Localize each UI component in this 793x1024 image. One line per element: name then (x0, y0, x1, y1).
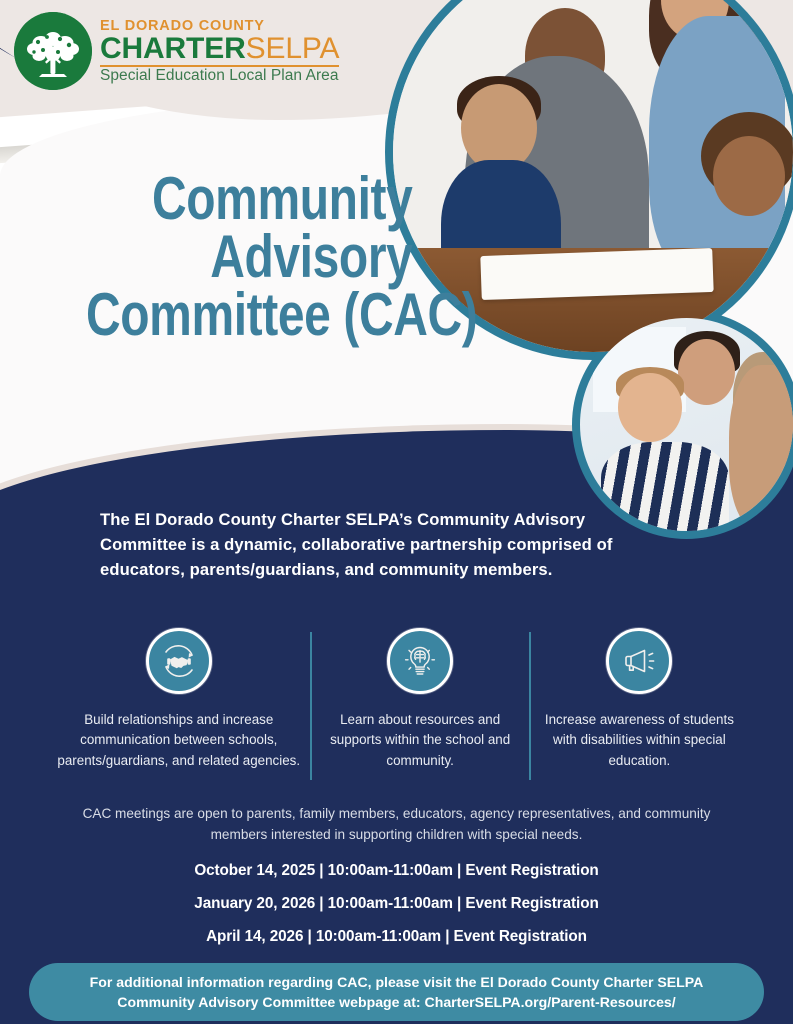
logo-charter-word: CHARTER (100, 32, 246, 66)
selpa-logo (14, 12, 339, 90)
meeting-dates-list (60, 862, 733, 961)
meeting-date-row[interactable]: April 14, 2026 | 10:00am-11:00am | Event Registration (206, 928, 587, 945)
lightbulb-brain-icon (387, 628, 453, 694)
benefit-text-2: Learn about resources and supports within the school and community. (330, 712, 511, 768)
logo-tagline: Special Education Local Plan Area (100, 66, 339, 84)
intro-paragraph: The El Dorado County Charter SELPA’s Community Advisory Committee is a dynamic, collaborative partnership comprised of educators, parents/guardians, and community members. (100, 510, 613, 580)
benefit-column-3 (531, 628, 748, 771)
benefit-text-1: Build relationships and increase communication between schools, parents/guardians, and related agencies. (57, 712, 301, 768)
handshake-cycle-icon (146, 628, 212, 694)
footer-info-bar[interactable]: For additional information regarding CAC, please visit the El Dorado County Charter SELPA Community Advisory Committee webpage at: CharterSELPA.org/Parent-Resources/ (29, 963, 764, 1021)
benefit-text-3: Increase awareness of students with disabilities within special education. (544, 712, 734, 768)
benefit-column-1 (48, 628, 310, 771)
logo-top-line: EL DORADO COUNTY (100, 17, 265, 34)
open-invitation-note: CAC meetings are open to parents, family members, educators, agency representatives, and community members interested in supporting children with special needs. (82, 806, 711, 843)
title-line-2: Advisory (210, 223, 413, 291)
megaphone-icon (606, 628, 672, 694)
title-line-1: Community (152, 165, 413, 232)
page-title (86, 165, 478, 349)
tree-icon (14, 12, 92, 90)
meeting-date-row[interactable]: October 14, 2025 | 10:00am-11:00am | Event Registration (194, 862, 599, 879)
logo-selpa-word: SELPA (245, 32, 340, 66)
benefit-column-2 (312, 628, 529, 771)
meeting-date-row[interactable]: January 20, 2026 | 10:00am-11:00am | Event Registration (194, 895, 599, 912)
title-line-3: Committee (CAC) (86, 281, 478, 349)
benefit-columns (48, 628, 748, 792)
